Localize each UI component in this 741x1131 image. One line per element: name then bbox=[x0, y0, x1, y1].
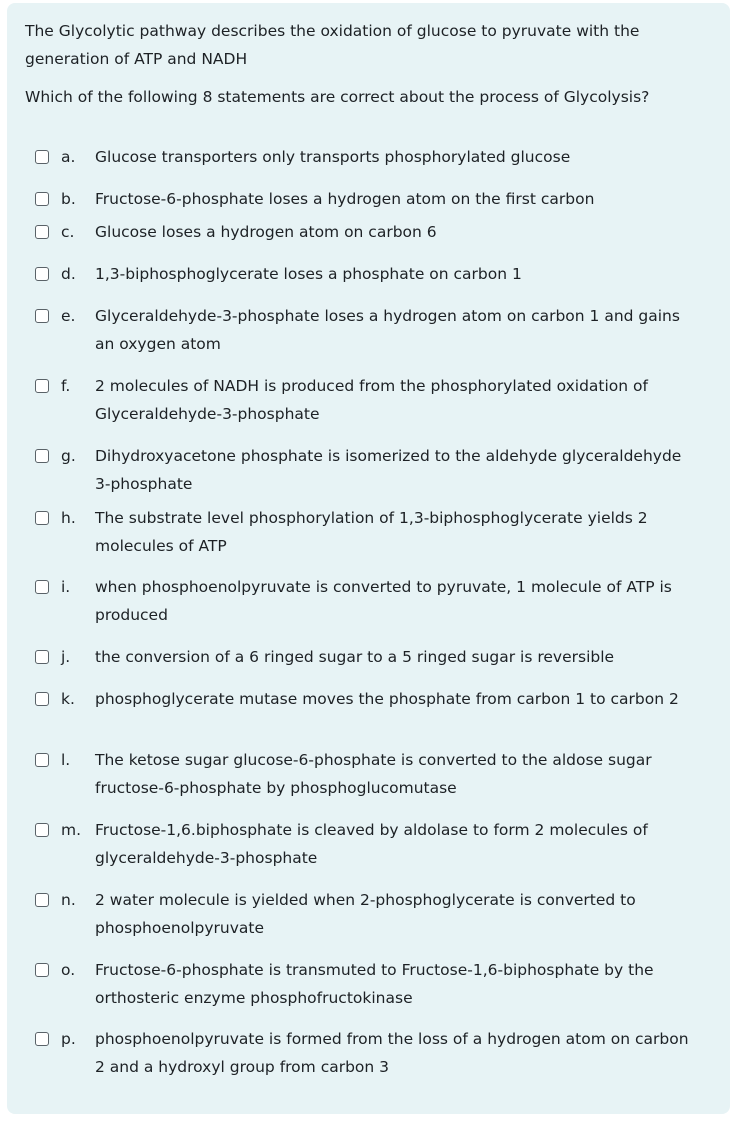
option-letter: o. bbox=[61, 961, 76, 979]
checkbox[interactable] bbox=[35, 267, 49, 281]
checkbox[interactable] bbox=[35, 963, 49, 977]
option-text: Glucose transporters only transports phosphorylated glucose bbox=[95, 148, 571, 166]
checkbox[interactable] bbox=[35, 379, 49, 393]
option-text: the conversion of a 6 ringed sugar to a 5 ringed sugar is reversible bbox=[95, 648, 615, 666]
option-text: Glyceraldehyde-3-phosphate loses a hydrogen atom on carbon 1 and gains an oxygen atom bbox=[95, 307, 680, 353]
checkbox[interactable] bbox=[35, 150, 49, 164]
option-text: 2 molecules of NADH is produced from the phosphorylated oxidation of Glyceraldehyde-3-phosphate bbox=[95, 377, 648, 423]
option-letter: a. bbox=[61, 148, 76, 166]
option-letter: e. bbox=[61, 307, 76, 325]
option-text: when phosphoenolpyruvate is converted to pyruvate, 1 molecule of ATP is produced bbox=[95, 578, 672, 624]
option-letter: m. bbox=[61, 821, 82, 839]
checkbox[interactable] bbox=[35, 449, 49, 463]
checkbox[interactable] bbox=[35, 511, 49, 525]
option-letter: h. bbox=[61, 509, 76, 527]
checkbox[interactable] bbox=[35, 823, 49, 837]
option-letter: k. bbox=[61, 690, 75, 708]
option-letter: b. bbox=[61, 190, 76, 208]
option-text: phosphoenolpyruvate is formed from the loss of a hydrogen atom on carbon 2 and a hydroxyl group from carbon 3 bbox=[95, 1030, 689, 1076]
option-letter: g. bbox=[61, 447, 76, 465]
option-text: phosphoglycerate mutase moves the phosphate from carbon 1 to carbon 2 bbox=[95, 690, 679, 708]
option-text: Fructose-1,6.biphosphate is cleaved by aldolase to form 2 molecules of glyceraldehyde-3-phosphate bbox=[95, 821, 648, 867]
option-letter: f. bbox=[61, 377, 71, 395]
checkbox[interactable] bbox=[35, 753, 49, 767]
checkbox[interactable] bbox=[35, 692, 49, 706]
checkbox[interactable] bbox=[35, 192, 49, 206]
option-text: 2 water molecule is yielded when 2-phosphoglycerate is converted to phosphoenolpyruvate bbox=[95, 891, 636, 937]
checkbox[interactable] bbox=[35, 309, 49, 323]
option-text: The substrate level phosphorylation of 1,3-biphosphoglycerate yields 2 molecules of ATP bbox=[95, 509, 648, 555]
option-letter: n. bbox=[61, 891, 76, 909]
checkbox[interactable] bbox=[35, 225, 49, 239]
option-letter: j. bbox=[61, 648, 71, 666]
question-intro: The Glycolytic pathway describes the oxidation of glucose to pyruvate with the generation of ATP and NADH bbox=[25, 22, 640, 68]
question-prompt: Which of the following 8 statements are correct about the process of Glycolysis? bbox=[25, 88, 650, 106]
option-text: 1,3-biphosphoglycerate loses a phosphate on carbon 1 bbox=[95, 265, 522, 283]
option-letter: p. bbox=[61, 1030, 76, 1048]
option-letter: c. bbox=[61, 223, 75, 241]
checkbox[interactable] bbox=[35, 893, 49, 907]
checkbox[interactable] bbox=[35, 580, 49, 594]
checkbox[interactable] bbox=[35, 650, 49, 664]
option-letter: d. bbox=[61, 265, 76, 283]
option-text: Dihydroxyacetone phosphate is isomerized to the aldehyde glyceraldehyde 3-phosphate bbox=[95, 447, 682, 493]
option-text: The ketose sugar glucose-6-phosphate is converted to the aldose sugar fructose-6-phosphate by phosphoglucomutase bbox=[95, 751, 652, 797]
checkbox[interactable] bbox=[35, 1032, 49, 1046]
option-letter: l. bbox=[61, 751, 71, 769]
option-letter: i. bbox=[61, 578, 71, 596]
option-text: Fructose-6-phosphate is transmuted to Fructose-1,6-biphosphate by the orthosteric enzyme phosphofructokinase bbox=[95, 961, 654, 1007]
option-text: Glucose loses a hydrogen atom on carbon 6 bbox=[95, 223, 437, 241]
option-text: Fructose-6-phosphate loses a hydrogen atom on the first carbon bbox=[95, 190, 595, 208]
